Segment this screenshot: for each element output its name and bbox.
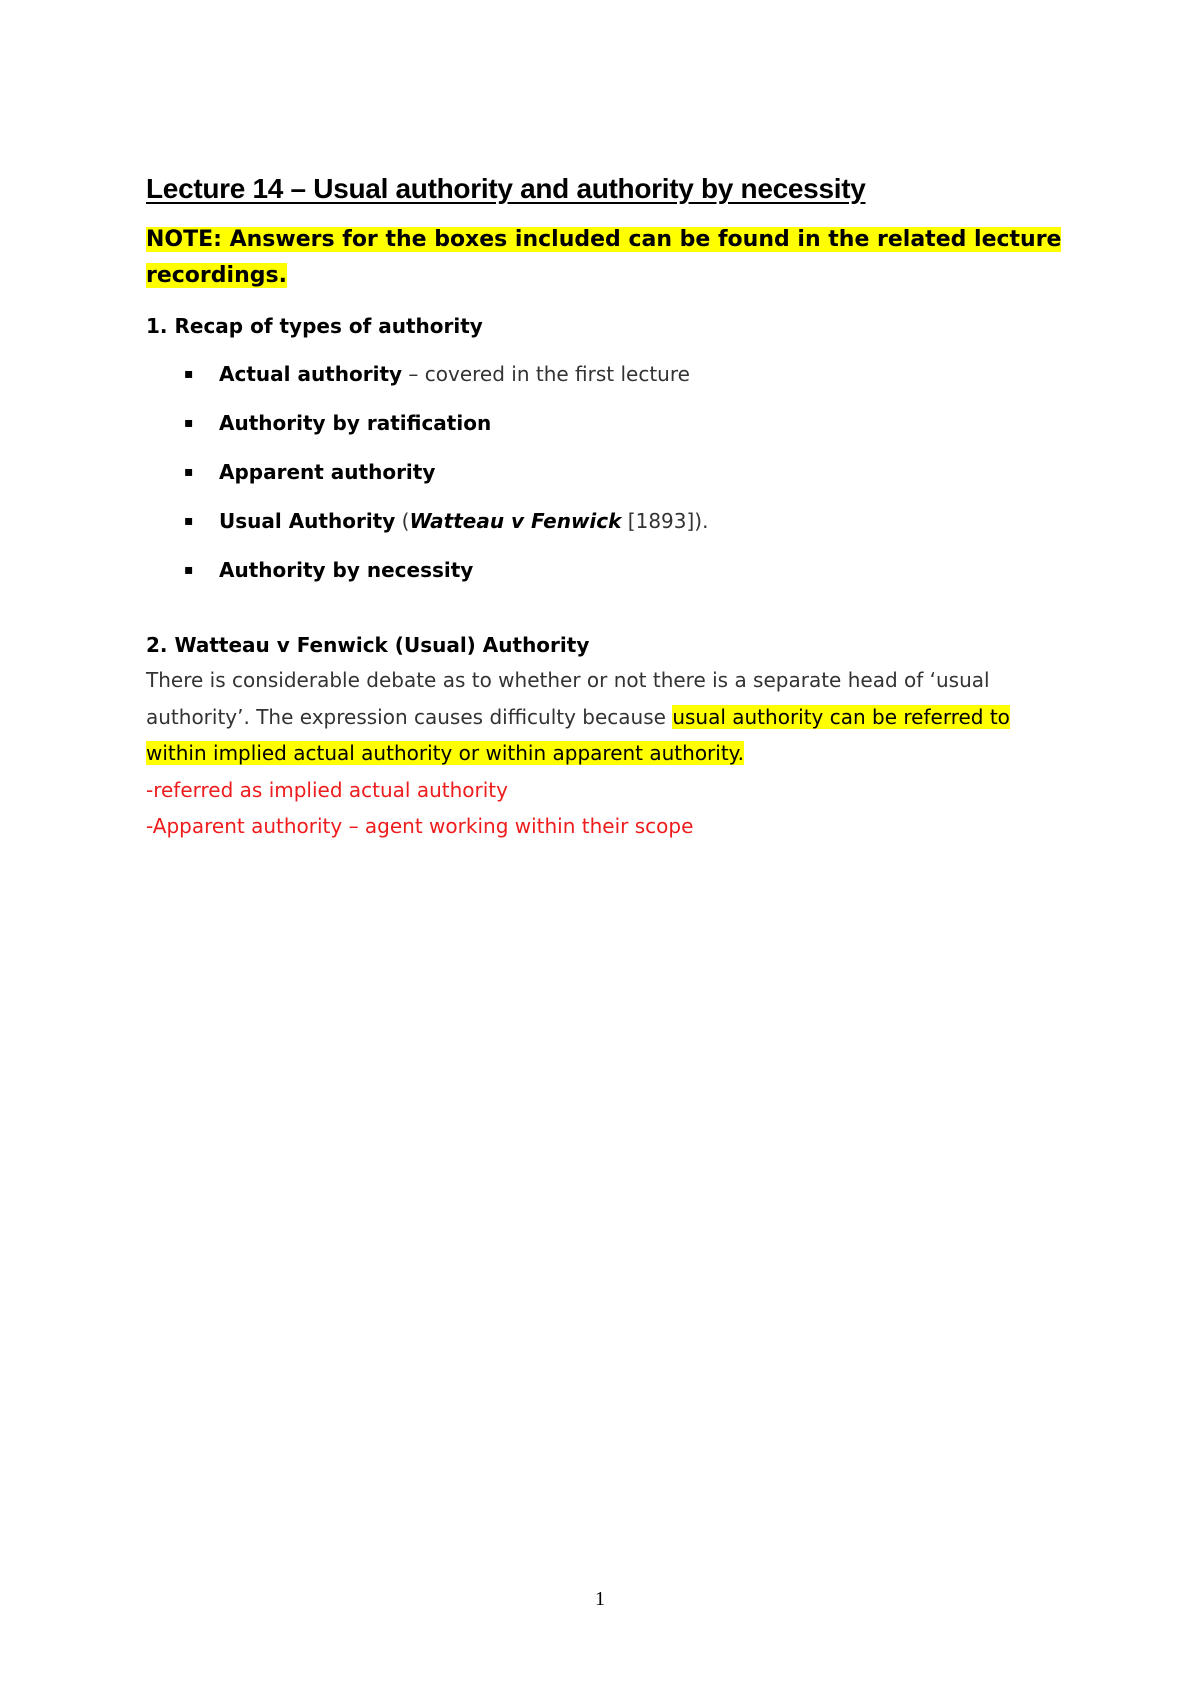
- red-note-1: -referred as implied actual authority: [146, 777, 508, 802]
- note-paragraph: [146, 222, 1066, 294]
- item-bold: Usual Authority: [219, 509, 396, 533]
- case-name: Watteau v Fenwick: [409, 509, 622, 533]
- list-item: [146, 356, 1066, 392]
- section-2: [146, 628, 1066, 845]
- bullet-icon: ▪: [184, 415, 194, 431]
- item-bold: Authority by ratification: [219, 411, 492, 435]
- item-pre: (: [395, 509, 410, 533]
- item-post: [1893]).: [621, 509, 709, 533]
- authority-types-list: [146, 356, 1066, 588]
- item-rest: – covered in the first lecture: [402, 362, 690, 386]
- item-bold: Actual authority: [219, 362, 403, 386]
- item-bold: Authority by necessity: [219, 558, 474, 582]
- list-item: [146, 552, 1066, 588]
- bullet-icon: ▪: [184, 366, 194, 382]
- note-text: Answers for the boxes included can be found in the related lecture recordings.: [146, 227, 1062, 288]
- section-2-heading: 2. Watteau v Fenwick (Usual) Authority: [146, 633, 590, 657]
- red-note-2: -Apparent authority – agent working within their scope: [146, 814, 694, 838]
- bullet-icon: ▪: [184, 562, 194, 578]
- page-number: 1: [595, 1588, 605, 1610]
- document-content: [146, 170, 1066, 845]
- bullet-icon: ▪: [184, 513, 194, 529]
- paragraph-plain: There is considerable debate as to whether or not there is a separate head of ‘usual authority’. The expression causes difficulty because: [146, 668, 990, 729]
- list-item: [146, 454, 1066, 490]
- paragraph-highlight: usual authority can be referred to within implied actual authority or within apparent authority.: [146, 704, 1010, 765]
- list-item: [146, 503, 1066, 539]
- note-label: NOTE:: [146, 227, 222, 252]
- bullet-icon: ▪: [184, 464, 194, 480]
- list-item: [146, 405, 1066, 441]
- section-1-heading: 1. Recap of types of authority: [146, 314, 483, 338]
- lecture-title: Lecture 14 – Usual authority and authority by necessity: [146, 173, 866, 204]
- item-bold: Apparent authority: [219, 460, 436, 484]
- section-2-paragraph: [146, 662, 1066, 772]
